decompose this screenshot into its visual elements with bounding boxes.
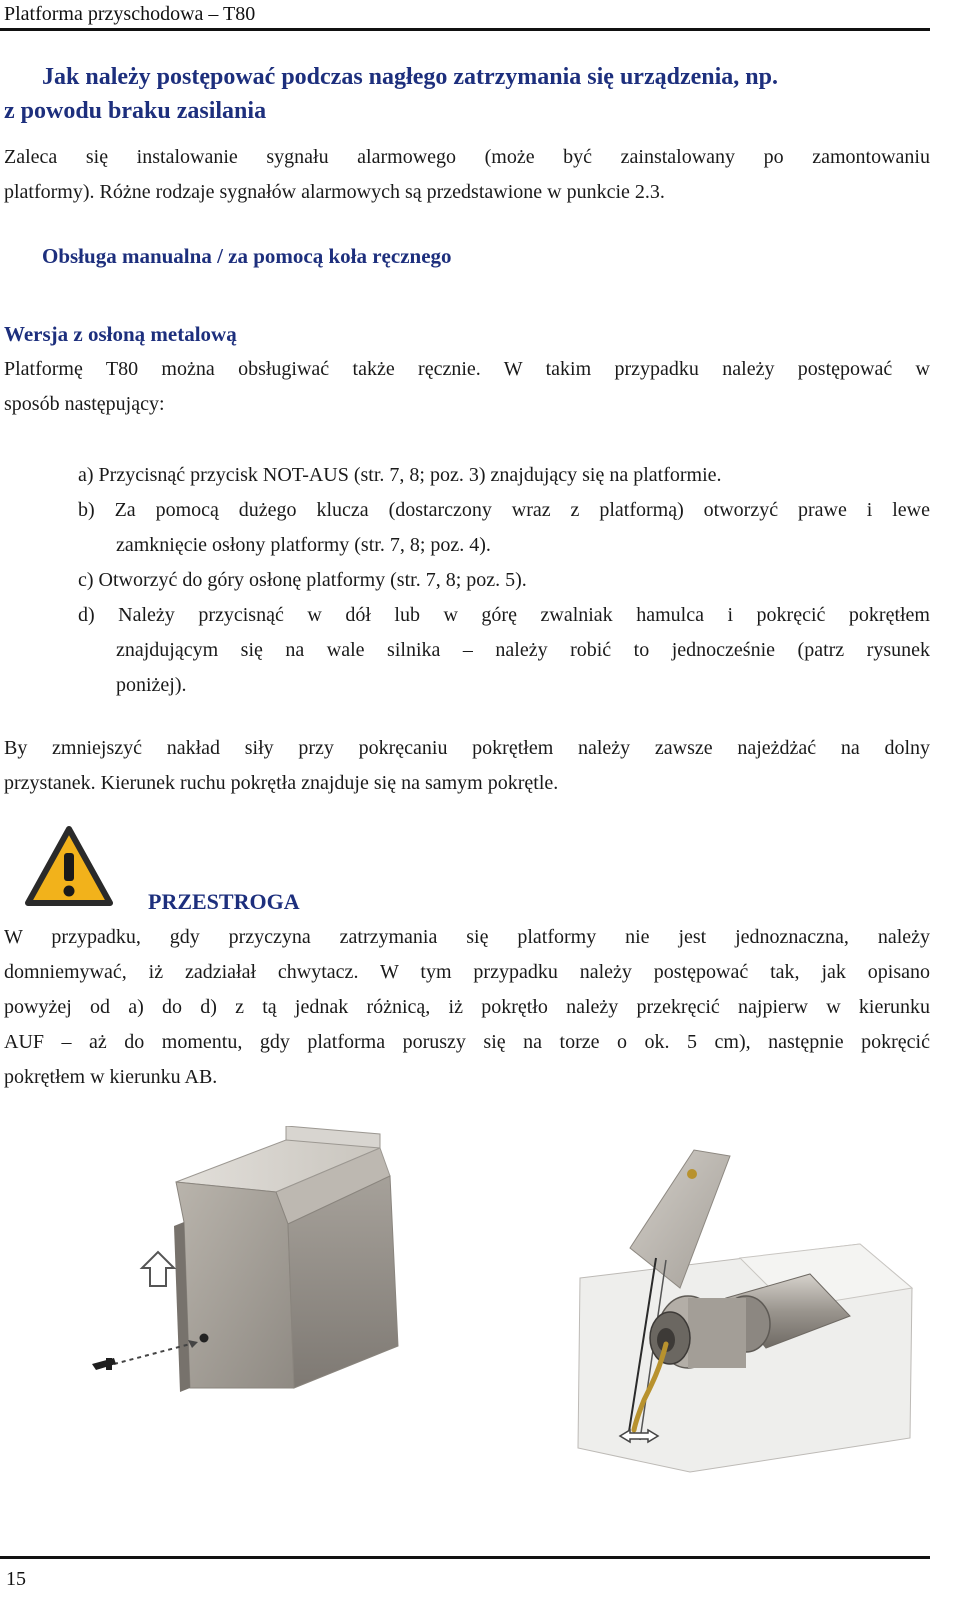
manual-intro-line2: sposób następujący: (4, 393, 165, 415)
step-b (78, 493, 930, 563)
header-rule (0, 28, 930, 31)
step-d-line1: d) Należy przycisnąć w dół lub w górę zwalniak hamulca i pokręcić pokrętłem (78, 604, 930, 626)
intro-line2: platformy). Różne rodzaje sygnałów alarmowych są przedstawione w punkcie 2.3. (4, 181, 665, 203)
warning-line1: W przypadku, gdy przyczyna zatrzymania się platformy nie jest jednoznaczna, należy (4, 926, 930, 948)
warning-line3: powyżej od a) do d) z tą jednak różnicą, iż pokrętło należy przekręcić najpierw w kierunku (4, 996, 930, 1018)
metal-cover-heading: Wersja z osłoną metalową (4, 322, 237, 346)
running-header: Platforma przyschodowa – T80 (4, 3, 256, 25)
warning-paragraph (4, 920, 930, 1095)
manual-intro-line1: Platformę T80 można obsługiwać także ręcznie. W takim przypadku należy postępować w (4, 358, 930, 380)
intro-paragraph (4, 140, 930, 210)
step-c-text: c) Otworzyć do góry osłonę platformy (str. 7, 8; poz. 5). (78, 569, 527, 591)
warning-title: PRZESTROGA (148, 889, 300, 914)
page-number: 15 (6, 1568, 26, 1590)
effort-paragraph (4, 731, 930, 801)
section-heading (4, 60, 930, 128)
step-a-text: a) Przycisnąć przycisk NOT-AUS (str. 7, 8; poz. 3) znajdujący się na platformie. (78, 464, 722, 486)
effort-line2: przystanek. Kierunek ruchu pokrętła znajduje się na samym pokrętle. (4, 772, 559, 794)
warning-line2: domniemywać, iż zadziałał chwytacz. W tym przypadku należy postępować tak, jak opisano (4, 961, 930, 983)
warning-line5: pokrętłem w kierunku AB. (4, 1066, 218, 1088)
section-heading-line2: z powodu braku zasilania (4, 98, 267, 124)
step-a (78, 458, 930, 493)
warning-triangle-icon (24, 825, 114, 907)
step-b-line2: zamknięcie osłony platformy (str. 7, 8; poz. 4). (116, 534, 491, 556)
footer-rule (0, 1556, 930, 1559)
effort-line1: By zmniejszyć nakład siły przy pokręcaniu pokrętłem należy zawsze najeżdżać na dolny (4, 737, 930, 759)
intro-line1: Zaleca się instalowanie sygnału alarmowego (może być zainstalowany po zamontowaniu (4, 146, 930, 168)
manual-intro-paragraph (4, 352, 930, 422)
section-heading-line1: Jak należy postępować podczas nagłego zatrzymania się urządzenia, np. (42, 64, 778, 90)
step-c (78, 563, 930, 598)
open-cover-motor-illustration (560, 1148, 928, 1478)
manual-operation-heading: Obsługa manualna / za pomocą koła ręcznego (42, 244, 452, 268)
warning-line4: AUF – aż do momentu, gdy platforma poruszy się na torze o ok. 5 cm), następnie pokręcić (4, 1031, 930, 1053)
step-d-line2: znajdującym się na wale silnika – należy robić to jednocześnie (patrz rysunek (116, 639, 930, 661)
step-d (78, 598, 930, 703)
step-d-line3: poniżej). (116, 674, 187, 696)
step-b-line1: b) Za pomocą dużego klucza (dostarczony wraz z platformą) otworzyć prawe i lewe (78, 499, 930, 521)
closed-cover-illustration (80, 1126, 410, 1426)
